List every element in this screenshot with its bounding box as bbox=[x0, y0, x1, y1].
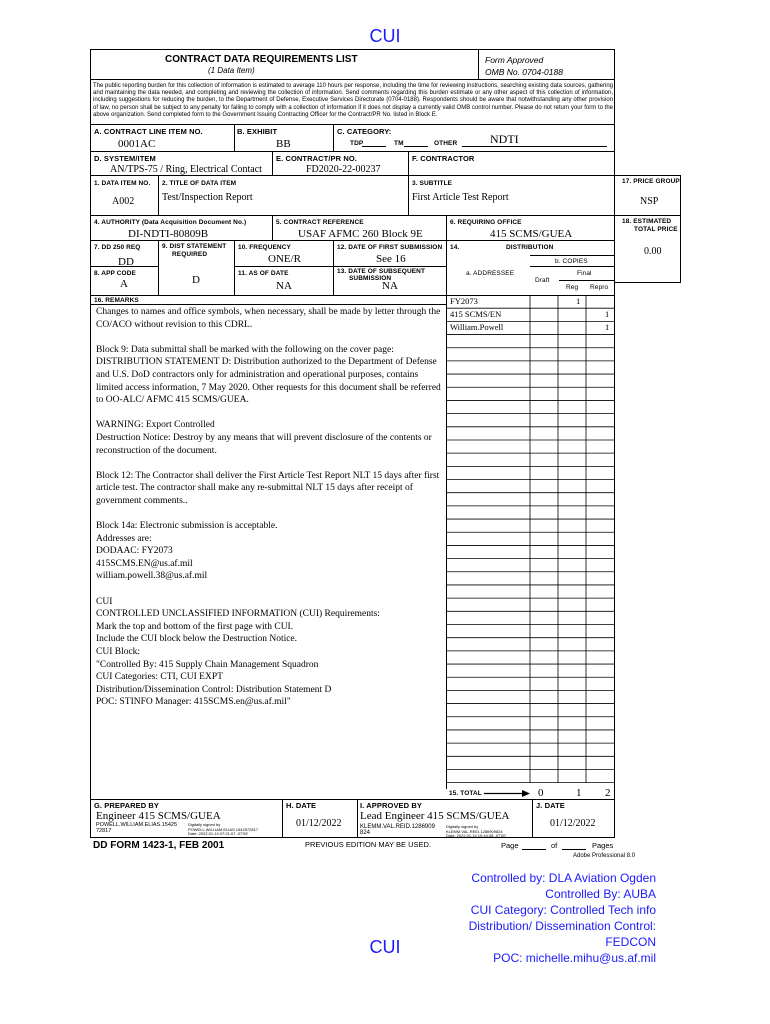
distribution-grid bbox=[446, 295, 615, 789]
block-7-value: DD bbox=[118, 256, 134, 268]
block-10-value: ONE/R bbox=[268, 253, 301, 265]
block-17-value: NSP bbox=[640, 196, 659, 207]
block-13-label2: SUBMISSION bbox=[349, 275, 392, 282]
block-14-copies: b. COPIES bbox=[555, 258, 588, 265]
block-14-reg: Reg bbox=[566, 284, 579, 291]
adobe-version: Adobe Professional 8.0 bbox=[573, 853, 636, 859]
block-8-label: 8. APP CODE bbox=[94, 270, 136, 277]
remark-paragraph: WARNING: Export Controlled Destruction Notice: Destroy by any means that will prevent disclosure of the contents or reconstruction of the document. bbox=[96, 420, 432, 456]
block-14-final: Final bbox=[577, 270, 592, 277]
block-g-value: Engineer 415 SCMS/GUEA bbox=[96, 810, 221, 822]
pages-label: Pages bbox=[592, 841, 614, 850]
block-d-value: AN/TPS-75 / Ring, Electrical Contact bbox=[110, 164, 262, 175]
block-6-value: 415 SCMS/GUEA bbox=[490, 228, 573, 240]
signer-i-digital: Digitally signed by KLEMM.VAL.REID.1286909824 Date: 2022.01.14 10:44:38 -07'00' bbox=[446, 824, 507, 838]
block-12-label: 12. DATE OF FIRST SUBMISSION bbox=[337, 244, 443, 251]
page-label: Page bbox=[501, 841, 519, 850]
block-1-label: 1. DATA ITEM NO. bbox=[94, 180, 151, 187]
block-8-value: A bbox=[120, 278, 128, 290]
block-b-label: B. EXHIBIT bbox=[237, 127, 278, 136]
block-17-label: 17. PRICE GROUP bbox=[622, 178, 680, 185]
form-subtitle: (1 Data Item) bbox=[208, 66, 255, 75]
block-h-value: 01/12/2022 bbox=[296, 818, 342, 829]
distribution-addressee: 415 SCMS/EN bbox=[450, 309, 502, 320]
block-14-draft: Draft bbox=[535, 277, 550, 284]
block-9-label2: REQUIRED bbox=[172, 251, 208, 258]
block-i-label: I. APPROVED BY bbox=[360, 801, 422, 810]
cui-marking-top: CUI bbox=[369, 26, 401, 46]
remark-paragraph: CUI CONTROLLED UNCLASSIFIED INFORMATION (CUI) Requirements: Mark the top and bottom of the first page with CUI. Include the CUI block below the Destruction Notice. CUI Block: "Controlled By: 415 Supply Chain Management Squadron CUI Categories: CTI, CUI EXPT Distribution/Dissemination Control: Distribution Statement D POC: STINFO Manager: 415SCMS.en@us.af.mil" bbox=[96, 596, 380, 708]
block-1-value: A002 bbox=[112, 196, 135, 207]
distribution-addressee: FY2073 bbox=[450, 296, 478, 306]
signer-i-name: KLEMM.VAL.REID.1286909 bbox=[360, 824, 435, 830]
remark-paragraph: Block 14a: Electronic submission is acceptable. Addresses are: DODAAC: FY2073 415SCMS.EN@us.af.mil william.powell.38@us.af.mil bbox=[96, 521, 278, 582]
block-5-value: USAF AFMC 260 Block 9E bbox=[298, 228, 423, 240]
signer-g-digital: Digitally signed by POWELL.WILLIAM.ELIAS.1542572817 Date: 2022.01.14 07:21:07 -07'00' bbox=[188, 822, 259, 836]
block-f-label: F. CONTRACTOR bbox=[412, 154, 475, 163]
block-c-tdp: TDP bbox=[350, 140, 364, 147]
cui-block-line: CUI Category: Controlled Tech info bbox=[470, 903, 656, 917]
cui-block-line: Controlled by: DLA Aviation Ogden bbox=[471, 871, 656, 885]
signer-i-name2: 824 bbox=[360, 830, 371, 836]
remark-paragraph: Block 12: The Contractor shall deliver the First Article Test Report NLT 15 days after first article test. The contractor shall make any re-submittal NLT 15 days after receipt of government comments.. bbox=[96, 470, 440, 506]
block-c-label: C. CATEGORY: bbox=[337, 127, 392, 136]
block-e-value: FD2020-22-00237 bbox=[306, 164, 381, 175]
signer-g-name: POWELL.WILLIAM.ELIAS.15425 bbox=[96, 822, 178, 828]
remark-paragraph: Changes to names and office symbols, when necessary, shall be made by letter through the CO/ACO without revision to this CDRL. bbox=[96, 307, 441, 330]
block-c-tm: TM bbox=[394, 140, 404, 147]
block-14-distribution: DISTRIBUTION bbox=[506, 244, 554, 251]
block-g-label: G. PREPARED BY bbox=[94, 801, 160, 810]
block-14-label: 14. bbox=[450, 244, 460, 251]
form-number: DD FORM 1423-1, FEB 2001 bbox=[93, 840, 225, 851]
block-6-label: 6. REQUIRING OFFICE bbox=[450, 219, 522, 226]
block-4-value: DI-NDTI-80809B bbox=[128, 228, 209, 240]
block-j-label: J. DATE bbox=[536, 801, 565, 810]
block-15-label: 15. TOTAL bbox=[449, 790, 482, 797]
block-11-value: NA bbox=[276, 280, 292, 292]
cui-block-line: POC: michelle.mihu@us.af.mil bbox=[493, 951, 656, 965]
block-18-value: 0.00 bbox=[644, 246, 662, 257]
distribution-addressee: William.Powell bbox=[450, 322, 504, 333]
previous-edition: PREVIOUS EDITION MAY BE USED. bbox=[305, 840, 431, 849]
block-16-label: 16. REMARKS bbox=[94, 297, 139, 304]
distribution-reg: 1 bbox=[576, 296, 581, 306]
remark-paragraph: Block 9: Data submittal shall be marked with the following on the cover page: DISTRIBUTION STATEMENT D: Distribution authorized to the Department of Defense and U.S. DoD contractors only for administration and operational purposes, contains limited access information, 7 May 2020. Other requests for this document shall be referred to OO-ALC/ AFMC 415 SCMS/GUEA. bbox=[96, 344, 441, 406]
block-2-label: 2. TITLE OF DATA ITEM bbox=[162, 180, 237, 187]
block-13-label: 13. DATE OF SUBSEQUENT bbox=[337, 268, 426, 275]
signer-g-name2: 72817 bbox=[96, 828, 112, 834]
block-c-other: OTHER bbox=[434, 140, 458, 147]
block-i-value: Lead Engineer 415 SCMS/GUEA bbox=[360, 810, 510, 822]
block-e-label: E. CONTRACT/PR NO. bbox=[276, 154, 357, 163]
block-d-label: D. SYSTEM/ITEM bbox=[94, 154, 156, 163]
block-2-value: Test/Inspection Report bbox=[162, 192, 253, 203]
block-a-label: A. CONTRACT LINE ITEM NO. bbox=[94, 127, 203, 136]
block-12-value: See 16 bbox=[376, 253, 406, 265]
block-b-value: BB bbox=[276, 138, 291, 150]
block-3-label: 3. SUBTITLE bbox=[412, 180, 453, 187]
total-draft: 0 bbox=[538, 787, 544, 799]
block-7-label: 7. DD 250 REQ bbox=[94, 244, 141, 251]
block-11-label: 11. AS OF DATE bbox=[238, 270, 289, 277]
block-10-label: 10. FREQUENCY bbox=[238, 244, 291, 251]
remarks-text bbox=[96, 306, 442, 722]
block-4-label: 4. AUTHORITY (Data Acquisition Document No.) bbox=[94, 219, 247, 226]
form-approved: Form Approved OMB No. 0704-0188 bbox=[485, 55, 563, 77]
block-14-addressee: a. ADDRESSEE bbox=[466, 270, 515, 277]
block-9-label: 9. DIST STATEMENT bbox=[162, 243, 227, 250]
total-reg: 1 bbox=[576, 787, 582, 799]
block-3-value: First Article Test Report bbox=[412, 192, 509, 203]
total-arrow-icon bbox=[484, 789, 530, 798]
block-14-repro: Repro bbox=[590, 284, 609, 291]
block-5-label: 5. CONTRACT REFERENCE bbox=[276, 219, 364, 226]
block-a-value: 0001AC bbox=[118, 138, 156, 150]
block-j-value: 01/12/2022 bbox=[550, 818, 596, 829]
distribution-repro: 1 bbox=[605, 322, 610, 333]
of-label: of bbox=[551, 841, 558, 850]
form-title: CONTRACT DATA REQUIREMENTS LIST bbox=[165, 54, 358, 65]
cui-block-line: Distribution/ Dissemination Control: FEDCON bbox=[468, 919, 656, 949]
block-c-value: NDTI bbox=[490, 132, 519, 146]
block-18-label2: TOTAL PRICE bbox=[634, 226, 678, 233]
cui-marking-bottom: CUI bbox=[369, 937, 401, 957]
cui-block-line: Controlled By: AUBA bbox=[545, 887, 656, 901]
block-13-value: NA bbox=[382, 280, 398, 292]
block-9-value: D bbox=[192, 274, 200, 286]
block-18-label: 18. ESTIMATED bbox=[622, 218, 672, 225]
distribution-repro: 1 bbox=[605, 309, 610, 320]
total-repro: 2 bbox=[605, 787, 611, 799]
burden-statement: The public reporting burden for this collection of information is estimated to average 110 hours per response, including the time for reviewing instructions, searching existing data sources, gathering and maintaining the data needed, and completing and reviewing the collection of information. Send comments regarding this burden estimate or any other aspect of this collection of information, including suggestions for reducing the burden, to the Department of Defense, Executive Services Directorate (0704-0188). Respondents should be aware that notwithstanding any other provision of law, no person shall be subject to any penalty for failing to comply with a collection of information if it does not display a currently valid OMB control number. Please do not return your form to the above organization. Send completed form to the Government Issuing Contracting Officer for the Contract/PR No. listed in Block E. bbox=[93, 83, 613, 118]
block-h-label: H. DATE bbox=[286, 801, 317, 810]
